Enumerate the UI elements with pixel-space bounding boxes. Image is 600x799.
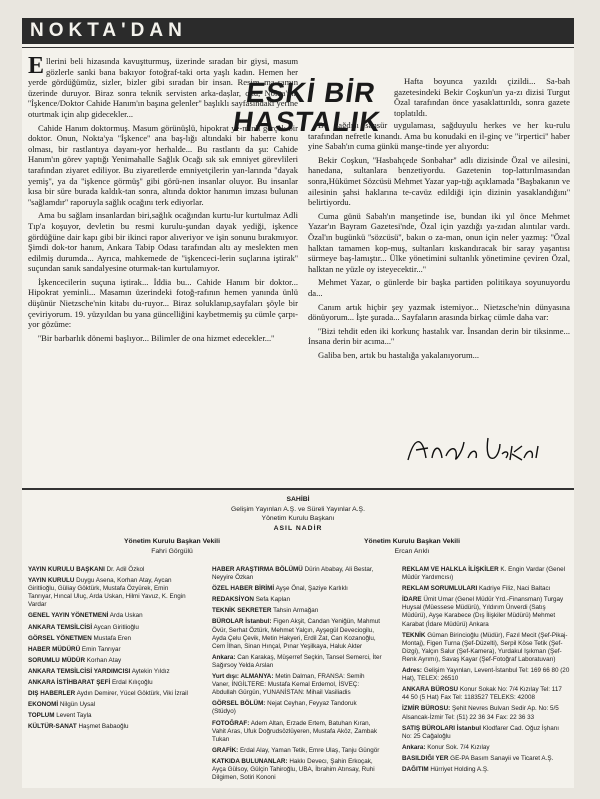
imprint-entry-text: Şehit Nevres Bulvarı Sedir Ap. No: 5/5 Alsancak-İzmir Tel: (51) 22 36 34 Fax: 22 36 33 — [402, 705, 559, 721]
imprint-entry-text: Levent Tayla — [56, 712, 92, 720]
imprint-entry — [212, 758, 382, 782]
imprint-entry — [28, 566, 188, 574]
imprint-entry-heading: DIŞ HABERLER — [28, 690, 76, 698]
imprint-entry-text: GE-PA Basım Sanayii ve Ticaret A.Ş. — [450, 754, 554, 762]
imprint-entry — [28, 690, 188, 698]
imprint-entry-heading: GENEL YAYIN YÖNETMENİ — [28, 612, 109, 620]
imprint-entry — [402, 596, 570, 628]
imprint-entry-heading: BASILDIĞI YER — [402, 754, 449, 762]
imprint-entry-heading: HABER ARAŞTIRMA BÖLÜMÜ — [212, 566, 303, 573]
board-chair-label: Yönetim Kurulu Başkanı — [261, 515, 335, 523]
imprint-entry-text: Tahsin Armağan — [273, 607, 319, 615]
imprint-entry — [402, 585, 570, 593]
imprint-entry-text: Duygu Asena, Korhan Atay, Aycan Giritlioğlu, Güliay Göktürk, Mustafa Özyürek, Emin Tanrıyar, Hıncal Uluç, Arda Uskan, Hilmi Yavuz, K. Engin Vardar — [28, 577, 186, 609]
imprint-entry — [402, 632, 570, 664]
imprint-entry-heading: SORUMLU MÜDÜR — [28, 656, 86, 664]
imprint-entry — [402, 766, 570, 774]
imprint-entry-text: Hakkı Devecı, Şahin Erkoçak, Ayça Gülsoy, Gülçin Tahiroğlu, UBA, İbrahim Atınsay, Ruhi Dilgimen, Sotiri Kononi — [212, 757, 375, 782]
imprint-entry-text: K. Engin Vardar (Genel Müdür Yardımcısı) — [402, 566, 566, 582]
imprint-entry — [212, 566, 382, 582]
article-paragraph: ''Bizi tehdit eden iki korkunç hastalık var. İnsandan derin bir tiksinme... İnsana derin bir acıma...'' — [308, 325, 570, 347]
imprint-entry — [28, 668, 188, 676]
imprint-entry-heading: TOPLUM — [28, 712, 55, 720]
imprint-entry-heading: FOTOĞRAF: — [212, 719, 250, 727]
imprint-entry-text: Hürriyet Holding A.Ş. — [430, 765, 489, 773]
imprint-entry-heading: REKLAM SORUMLULARI — [402, 585, 478, 593]
imprint-entry — [212, 585, 382, 593]
imprint-entry-heading: GÖRSEL YÖNETMEN — [28, 634, 92, 642]
imprint-entry-text: Erdal Alay, Yaman Tetik, Emre Ulaş, Tanju Güngör — [239, 746, 380, 754]
imprint-entry-text: Aycan Giritlioğlu — [93, 623, 139, 631]
imprint-entry — [28, 577, 188, 609]
imprint-entry — [28, 612, 188, 620]
imprint-entry — [28, 646, 188, 654]
article-title-line1: ESKİ BİR — [244, 77, 378, 108]
imprint-entry-heading: TEKNİK SEKRETER — [212, 607, 272, 615]
imprint-column-3 — [402, 566, 570, 777]
imprint-entry-text: Ümit Umar (Genel Müdür Yrd.-Finansman) Turgay Huysal (Müessese Müdürü), Yıldırım Ünverdi (Satış Müdürü), Ayşe Karabece (Dış İlişkiler Müdürü) Mehmet Karabat (İdare Müdürü) Ankara — [402, 596, 564, 628]
imprint-entry-heading: SATIŞ BÜROLARI İstanbul — [402, 724, 481, 732]
imprint-entry — [212, 654, 382, 670]
imprint-entry-text: Dürin Ababay, Ali Bestar, Neyyire Özkan — [212, 566, 374, 582]
imprint-entry-heading: ÖZEL HABER BİRİMİ — [212, 585, 275, 593]
article-right-column — [308, 120, 570, 363]
imprint-entry — [402, 705, 570, 721]
imprint-entry-heading: KATKIDA BULUNANLAR: — [212, 757, 288, 765]
imprint-entry-heading: ANKARA TEMSİLCİSİ YARDIMCISI — [28, 667, 131, 675]
imprint-entry-heading: YAYIN KURULU BAŞKANI — [28, 566, 105, 573]
imprint-entry-heading: HABER MÜDÜRÜ — [28, 645, 81, 653]
imprint-entry-heading: BÜROLAR İstanbul: — [212, 618, 272, 626]
imprint-entry-text: Dr. Adil Özkol — [106, 566, 145, 573]
vice-chair-right — [322, 538, 502, 557]
imprint-entry-text: Korhan Atay — [86, 656, 122, 664]
imprint-entry — [212, 747, 382, 755]
imprint-entry-text: Nejat Ceyhan, Feyyaz Tandoruk (Stüdyo) — [212, 700, 357, 716]
imprint-entry-text: Figen Akşit, Candan Yeniğün, Mahmut Övür, Serhat Öztürk, Mehmet Yalçın, Ayşegül Deveciogilu, Ayda Çelu Çevik, Metin Hakyeri, Erdil Zat, Can Kozanoğlu, Cem İlhan, Sinan Hınçal, Pınar Yeşilkaya, Haluk Akter — [212, 618, 380, 650]
article-title-line2: HASTALIK — [231, 106, 383, 137]
imprint-entry-heading: ANKARA TEMSİLCİSİ — [28, 623, 93, 631]
imprint-entry-text: Konur Sok. 7/4 Kızılay — [427, 743, 490, 751]
imprint-entry — [212, 607, 382, 615]
article-paragraph: Bekir Coşkun, ''Hasbahçede Sonbahar'' adlı dizisinde Özal ve ailesini, hanedana, sultanlara benzetiyordu. Gazetenin top-lattırılmasından sonra,Hükümet Sözcüsü Mehmet Yazar yap-tığı açıklamada ''Başbakanın ve ailesinin şahsi haklarına te-cavüz edildiği için dizinin yasaklandığını'' belirtiyordu. — [308, 154, 570, 208]
imprint-entry — [402, 725, 570, 741]
imprint-entry-heading: KÜLTÜR-SANAT — [28, 723, 77, 731]
vice-left-name: Fahri Görgülü — [151, 547, 193, 555]
imprint-entry-heading: GÖRSEL BÖLÜM: — [212, 700, 266, 708]
vice-chair-left — [82, 538, 262, 557]
imprint-entry — [28, 624, 188, 632]
imprint-entry-text: Ayşe Önal, Şaziye Karlıklı — [275, 585, 348, 593]
imprint-entry — [212, 618, 382, 650]
imprint-entry-heading: ANKARA İSTİHBARAT ŞEFİ — [28, 679, 111, 687]
imprint-entry-heading: İDARE — [402, 596, 422, 604]
banner-rule — [22, 47, 574, 48]
imprint-entry-text: Mustafa Eren — [93, 634, 131, 642]
imprint-entry — [28, 657, 188, 665]
article-paragraph: İşkencecilerin suçuna iştirak... İddia bu... Cahide Hanım bir doktor... Hipokrat yeminli... Masamın üzerindeki fotoğ-rafının hemen yanında ünlü düşünür Nietzsche'nin kitabı du-ruyor... Biraz soluklanıp,sayfaları şöyle bir çeviriyorum. 19. yüzyıldan bu yana güncelliğini kaybetmemiş şu cümle çarpı-yor gözüme: — [28, 276, 298, 330]
imprint-column-1 — [28, 566, 188, 735]
imprint-entry-text: Kadriye Filiz, Naci Baltacı — [478, 585, 551, 593]
imprint-entry-text: Nilgün Uysal — [59, 701, 96, 709]
imprint-entry-heading: GRAFİK: — [212, 746, 239, 754]
imprint-entry — [28, 712, 188, 720]
imprint-entry-text: Arda Uskan — [109, 612, 143, 620]
article-paragraph: Hafta boyunca yazıldı çizildi... Sa-bah gazetesindeki Bekir Coşkun'un ya-zı dizisi Turgut Özal tarafından önce yasaklattırıldı, sonra gazete toplatıldı. — [394, 76, 570, 118]
imprint-entry-text: Haşmet Babaoğlu — [78, 723, 129, 731]
imprint-entry — [28, 679, 188, 687]
imprint-entry-text: Erdal Kılıçoğlu — [111, 679, 153, 687]
imprint-entry-heading: YAYIN KURULU — [28, 577, 75, 585]
imprint-entry-text: Klodfarer Cad. Oğuz İşhanı No: 25 Cağaloğlu — [402, 724, 560, 740]
imprint-entry — [212, 720, 382, 744]
imprint-entry-heading: Adres: — [402, 667, 422, 675]
article-paragraph: Galiba ben, artık bu hastalığa yakalanıyorum... — [318, 349, 480, 360]
vice-right-name: Ercan Arıklı — [394, 547, 430, 555]
magazine-page — [22, 18, 574, 788]
article-paragraph: Canım artık hiçbir şey yazmak istemiyor... Nietzsche'nin dünyasına dönüyorum... İşte şurada... Sayfaların arasında birkaç cümle daha var: — [308, 301, 570, 323]
imprint-entry — [28, 635, 188, 643]
imprint-entry-heading: EKONOMİ — [28, 701, 59, 709]
article-paragraph: Cahide Hanım doktormuş. Masum görünüşlü, hipokrat ye-minli gerçek bir doktor. Onun, Nokta'ya ''İşkence'' ana baş-lığı altındaki bir haberre konu olması, bir rastlantıya dayanı-yor herhalde... Bu rastlantı da şu: Cahide Hanım'ın görev yaptığı Yenimahalle Sağlık Ocağı sık sık emniyet görevlileri tarafından ziyaret ediliyor. Bu ziyaretlerde emniyetçilerin yan-larında ''dayak yemiş'', ya da ''işkence görmüş'' gibi görü-nen insanlar oluyor. Bu insanlar kısa bir süre burada kaldık-tan sonra, altında doktor hanımın imzası bulunan ''sağlamdır'' raporuyla sağlık ocağını terk ediyorlar. — [28, 122, 298, 207]
article-paragraph: Bu çağdışı sansür uygulaması, sağduyulu herkes ve her ku-rulu tarafından nefretle kınandı. Ama bu konudaki en il-ginç ve ''irpertici'' haber yine Sabah'ın cuma günkü manşe-tinde yer alıyordu: — [308, 120, 570, 152]
imprint-entry-heading: REKLAM VE HALKLA İLİŞKİLER — [402, 566, 499, 573]
imprint-entry — [212, 700, 382, 716]
imprint-entry-heading: Ankara: — [212, 653, 236, 661]
board-chair-name: ASIL NADİR — [273, 524, 323, 532]
imprint-entry-text: Can Karakaş, Müşerref Seçkin, Tansel Semerci, İter Sağırsoy Yelda Arslan — [212, 653, 382, 669]
owner-company: Gelişim Yayınları A.Ş. ve Süreli Yayınlar A.Ş. — [231, 505, 365, 513]
article-paragraph: ''Bir barbarlık dönemi başlıyor... Bilimler de ona hizmet edecekler...'' — [38, 332, 275, 343]
article-paragraph: Mehmet Yazar, o günlerde bir başka partiden politikaya soyunuyordu da... — [308, 277, 570, 298]
imprint-entry-heading: ANKARA BÜROSU — [402, 686, 459, 694]
imprint-entry — [402, 755, 570, 763]
imprint-divider — [22, 488, 574, 490]
imprint-entry — [402, 566, 570, 582]
imprint-header — [172, 496, 424, 534]
imprint-entry — [402, 744, 570, 752]
imprint-entry-text: Aydın Demirer, Yücel Göktürk, Viki İzrail — [76, 690, 188, 698]
imprint-entry-text: Aytekin Yıldız — [131, 667, 170, 675]
imprint-entry-heading: TEKNİK — [402, 631, 426, 639]
article-paragraph: Ama bu sağlam insanlardan biri,sağlık ocağından kurtu-lur kurtulmaz Adli Tıp'a koşuyor, devletin bu resmi kurulu-şundan dayak yediği, işkence gördüğüne dair kapı gibi bir ikinci rapor alıveriyor ve işin sonunu bırakmıyor. Şimdi dok-tor hanım, Ankara Tabip Odası tarafından altı ay meslekten men edilmiş durumda... Ayrıca, mahkemede de ''işkenceci-lerin suçlarına iştirak'' suçundan sanık sandalyesine oturmak-tan kurtulamıyor. — [28, 210, 298, 274]
imprint-entry — [402, 667, 570, 683]
article-right-top — [394, 76, 570, 121]
drop-cap: E — [28, 53, 45, 79]
section-banner: NOKTA'DAN — [22, 18, 574, 44]
imprint-entry-text: Emin Tanrıyar — [81, 645, 121, 653]
imprint-entry-heading: Ankara: — [402, 743, 426, 751]
vice-left-label: Yönetim Kurulu Başkan Vekili — [124, 538, 220, 545]
imprint-entry-heading: REDAKSİYON — [212, 596, 254, 604]
vice-right-label: Yönetim Kurulu Başkan Vekili — [364, 538, 460, 545]
imprint-entry-heading: Yurt dışı: ALMANYA: — [212, 673, 274, 681]
imprint-entry-text: Güman Birincioğlu (Müdür), Fazıl Mecit (Şef-Pikaj-Montaj), Figen Turna (Şef-Düzelti), Serpil Köse Tetik (Şef-Dizgi), Yalçın Salur (Şef-Kamera), Yurdakul Işıkman (Şef-Renk Ayrımı), Savaş Kayar (Şef-Fotoğraf Laboratuvarı) — [402, 631, 568, 663]
imprint-entry-text: Sefa Kaplan — [255, 596, 291, 604]
imprint-entry — [212, 673, 382, 697]
article-paragraph: llerini beli hizasında kavuştturmuş, üzerinde sıradan bir giysi, masum gözlerle sanki bana bakıyor fotoğraf-taki orta yaşlı kadın. Hemen her yerde gördüğümüz, sizler, bizler gibi sıradan bir insan. Resim ma-samın üzerinde duruyor. Biraz sonra teknik servisten arka-dașlar, onu, Nokta'nın ''İşkence/Doktor Cahide Hanım'ın başına gelenler'' başlıklı sayfasındaki yerine oturtmak için alıp gidecekler... — [28, 56, 298, 119]
imprint-entry — [28, 701, 188, 709]
imprint-entry — [212, 596, 382, 604]
imprint-entry-text: Konur Sokak No: 7/4 Kızılay Tel: 117 44 50 (5 Hat) Fax Tel: 1183527 TELEKS: 42008 — [402, 686, 562, 702]
imprint-entry-text: Gelişim Yayınları, Levent-İstanbul Tel: 169 66 80 (20 Hat), TELEX: 26510 — [402, 667, 570, 683]
article-paragraph: Cuma günü Sabah'ın manşetinde ise, bundan iki yıl önce Mehmet Yazar'ın Bayram Gazetesi'nde, Özal için yazdığı ya-zıdan alıntılar vardı. Özal'ın bugünkü ''sözcüsü'', bakın o za-man, onun için neler yazmış: ''Özal halktan tamamen kop-muş, sultanları kıskandıracak bir saray yaşantısı sürmeye baş-lamıştır... Ülke yönetimini sultanlık yönetimine çeviren Özal, halktan ne yüzle oy isteyecektir...'' — [308, 210, 570, 274]
imprint-entry-heading: İZMİR BÜROSU: — [402, 705, 451, 713]
owner-label: SAHİBİ — [286, 496, 310, 503]
imprint-entry-text: Metin Dalman, FRANSA: Semih Vaner, İNGİLTERE: Mustafa Kemal Erdemol, İSVEÇ: Abdullah Gürgün, YUNANİSTAN: Mihail Vasiliadis — [212, 673, 365, 697]
imprint-column-2 — [212, 566, 382, 785]
imprint-entry-heading: DAĞITIM — [402, 765, 429, 773]
imprint-entry-text: Adem Altan, Erzade Ertem, Batuhan Kıran, Vahit Aras, Ufuk Doğrudsözlüyeren, Mustafa Aköz, Zambak Tukan — [212, 719, 378, 743]
imprint-entry — [28, 723, 188, 731]
author-signature — [402, 428, 542, 468]
imprint-entry — [402, 686, 570, 702]
